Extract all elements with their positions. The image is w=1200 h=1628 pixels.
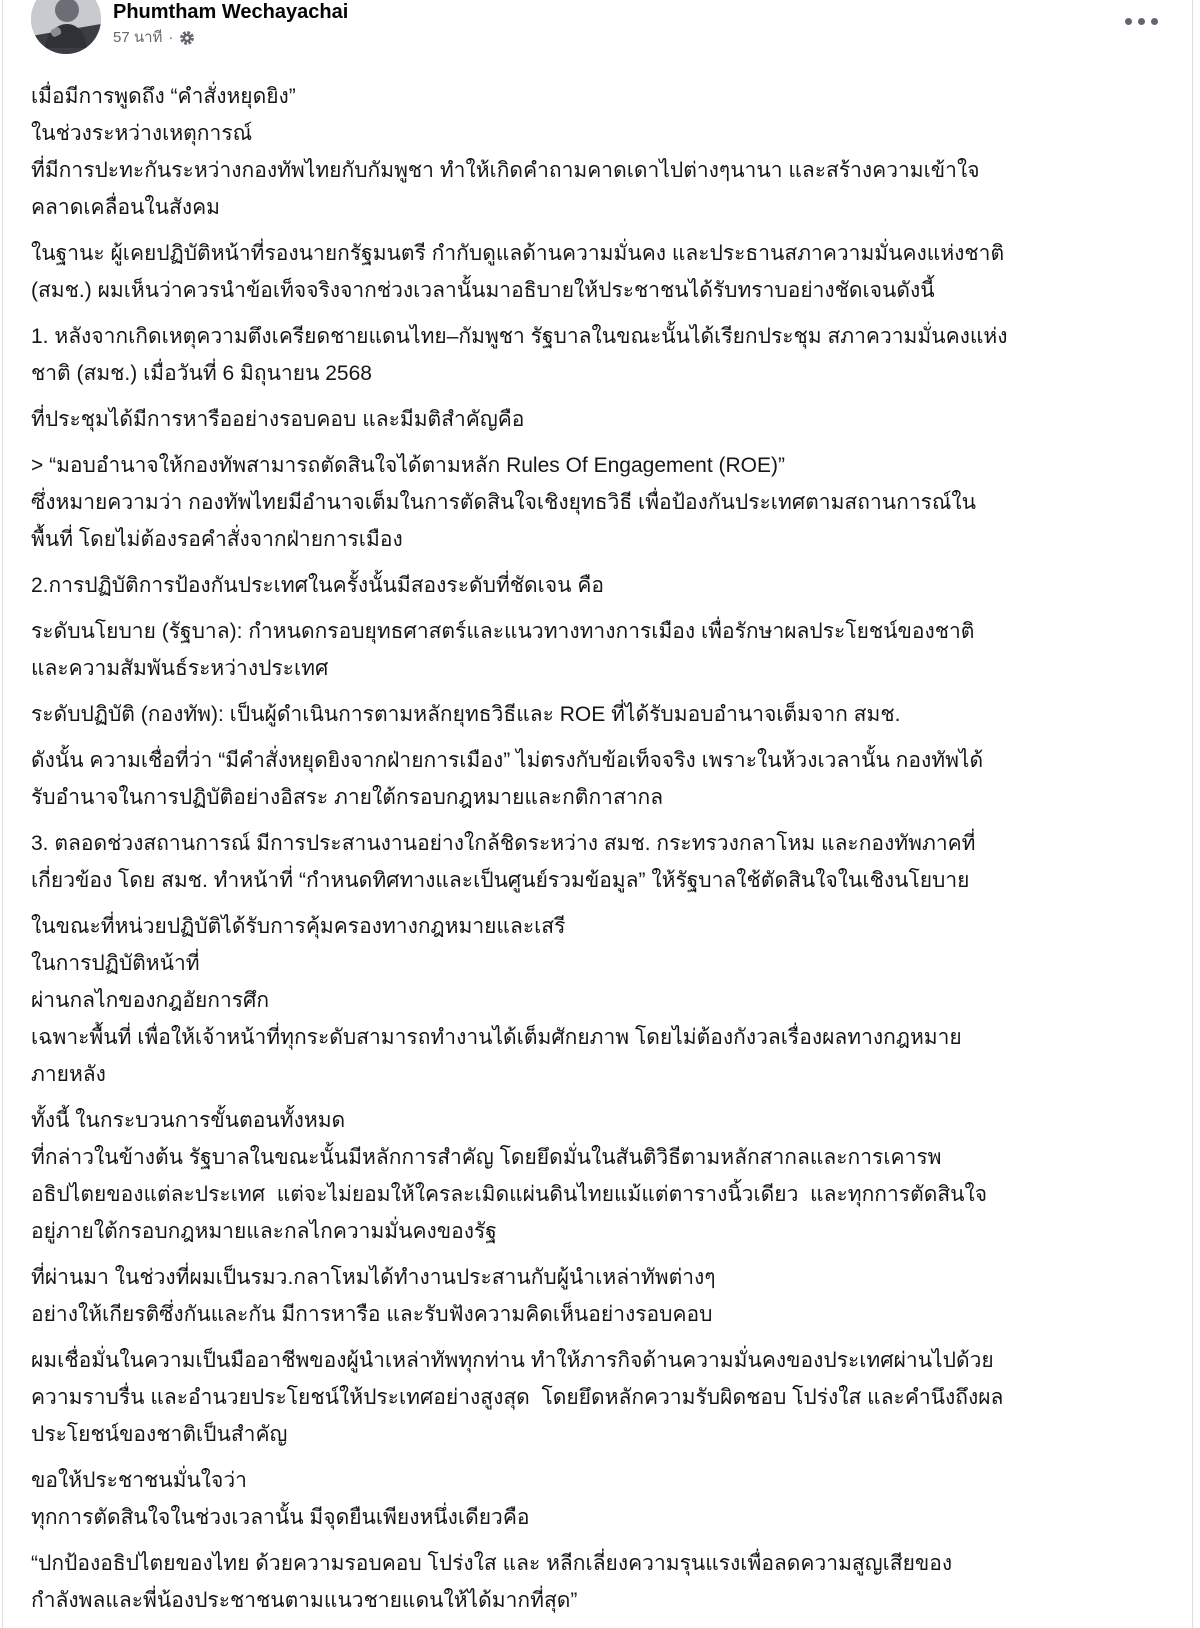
post-text-line: ภายหลัง [31, 1063, 106, 1086]
post-paragraph [31, 825, 1164, 899]
post-text-line: อย่างให้เกียรติซึ่งกันและกัน มีการหารือ และรับฟังความคิดเห็นอย่างรอบคอบ [31, 1303, 713, 1326]
post-text-line: กำลังพลและพี่น้องประชาชนตามแนวชายแดนให้ได้มากที่สุด” [31, 1589, 578, 1612]
post-text-line: 2.การปฏิบัติการป้องกันประเทศในครั้งนั้นมีสองระดับที่ชัดเจน คือ [31, 574, 605, 597]
post-paragraph [31, 1545, 1164, 1619]
post-text-line: ผ่านกลไกของกฎอัยการศึก [31, 989, 270, 1012]
post-text-line: รับอำนาจในการปฏิบัติอย่างอิสระ ภายใต้กรอบกฎหมายและกติกาสากล [31, 786, 664, 809]
post-paragraph [31, 1462, 1164, 1536]
post-text-line: “ปกป้องอธิปไตยของไทย ด้วยความรอบคอบ โปร่งใส และ หลีกเลี่ยงความรุนแรงเพื่อลดความสูญเสียของ [31, 1552, 953, 1575]
post-text-line: ในช่วงระหว่างเหตุการณ์ [31, 122, 253, 145]
post-text-line: และความสัมพันธ์ระหว่างประเทศ [31, 657, 329, 680]
post-text-line: พื้นที่ โดยไม่ต้องรอคำสั่งจากฝ่ายการเมือง [31, 528, 403, 551]
post-text-line: ดังนั้น ความเชื่อที่ว่า “มีคำสั่งหยุดยิงจากฝ่ายการเมือง” ไม่ตรงกับข้อเท็จจริง เพราะในห้วงเวลานั้น กองทัพได้ [31, 749, 984, 772]
post-meta [113, 29, 348, 47]
post-header [31, 0, 1164, 58]
post-paragraph [31, 235, 1164, 309]
post-text-line: ที่ประชุมได้มีการหารืออย่างรอบคอบ และมีมติสำคัญคือ [31, 408, 525, 431]
post-menu-button[interactable] [1121, 14, 1162, 29]
meta-separator: · [168, 29, 174, 46]
post-paragraph [31, 318, 1164, 392]
post-paragraph [31, 1342, 1164, 1453]
post-paragraph [31, 742, 1164, 816]
post-text-line: ขอให้ประชาชนมั่นใจว่า [31, 1469, 247, 1492]
post-text-line: ที่กล่าวในข้างต้น รัฐบาลในขณะนั้นมีหลักการสำคัญ โดยยึดมั่นในสันติวิธีตามหลักสากลและการเคารพ [31, 1146, 942, 1169]
post-text-line: (สมช.) ผมเห็นว่าควรนำข้อเท็จจริงจากช่วงเวลานั้นมาอธิบายให้ประชาชนได้รับทราบอย่างชัดเจนดังนี้ [31, 279, 935, 302]
post-text-line: ในขณะที่หน่วยปฏิบัติได้รับการคุ้มครองทางกฎหมายและเสรี [31, 915, 566, 938]
post-paragraph [31, 696, 1164, 733]
profile-photo [31, 0, 101, 54]
avatar[interactable] [31, 0, 101, 54]
author-name[interactable]: Phumtham Wechayachai [113, 1, 349, 23]
post-paragraph [31, 613, 1164, 687]
post-text-line: ซึ่งหมายความว่า กองทัพไทยมีอำนาจเต็มในการตัดสินใจเชิงยุทธวิธี เพื่อป้องกันประเทศตามสถานการณ์ใน [31, 491, 976, 514]
post-text-line: ในการปฏิบัติหน้าที่ [31, 952, 200, 975]
post-content [31, 58, 1164, 1619]
post-text-line: ผมเชื่อมั่นในความเป็นมืออาชีพของผู้นำเหล่าทัพทุกท่าน ทำให้ภารกิจด้านความมั่นคงของประเทศผ่านไปด้วย [31, 1349, 994, 1372]
post-header-text [113, 0, 348, 47]
post-paragraph [31, 401, 1164, 438]
post-paragraph [31, 447, 1164, 558]
gear-icon [179, 30, 195, 46]
post-text-line: เฉพาะพื้นที่ เพื่อให้เจ้าหน้าที่ทุกระดับสามารถทำงานได้เต็มศักยภาพ โดยไม่ต้องกังวลเรื่องผลทางกฎหมาย [31, 1026, 962, 1049]
post-text-line: ชาติ (สมช.) เมื่อวันที่ 6 มิถุนายน 2568 [31, 362, 372, 385]
post-text-line: 1. หลังจากเกิดเหตุความตึงเครียดชายแดนไทย–กัมพูชา รัฐบาลในขณะนั้นได้เรียกประชุม สภาความมั่นคงแห่ง [31, 325, 1008, 348]
post-text-line: เมื่อมีการพูดถึง “คำสั่งหยุดยิง” [31, 85, 296, 108]
post-text-line: คลาดเคลื่อนในสังคม [31, 196, 220, 219]
post-text-line: ทุกการตัดสินใจในช่วงเวลานั้น มีจุดยืนเพียงหนึ่งเดียวคือ [31, 1506, 530, 1529]
ellipsis-icon [1125, 18, 1132, 25]
post-text-line: อยู่ภายใต้กรอบกฎหมายและกลไกความมั่นคงของรัฐ [31, 1220, 497, 1243]
post-text-line: ในฐานะ ผู้เคยปฏิบัติหน้าที่รองนายกรัฐมนตรี กำกับดูแลด้านความมั่นคง และประธานสภาความมั่นคงแห่งชาติ [31, 242, 1005, 265]
post-text-line: 3. ตลอดช่วงสถานการณ์ มีการประสานงานอย่างใกล้ชิดระหว่าง สมช. กระทรวงกลาโหม และกองทัพภาคที่ [31, 832, 976, 855]
facebook-post [2, 0, 1193, 1628]
post-paragraph [31, 1102, 1164, 1250]
ellipsis-icon [1151, 18, 1158, 25]
post-paragraph [31, 567, 1164, 604]
post-text-line: อธิปไตยของแต่ละประเทศ แต่จะไม่ยอมให้ใครละเมิดแผ่นดินไทยแม้แต่ตารางนิ้วเดียว และทุกการตัดสินใจ [31, 1183, 988, 1206]
post-paragraph [31, 78, 1164, 226]
timestamp[interactable]: 57 นาที [113, 29, 163, 46]
post-text-line: ที่มีการปะทะกันระหว่างกองทัพไทยกับกัมพูชา ทำให้เกิดคำถามคาดเดาไปต่างๆนานา และสร้างความเข้าใจ [31, 159, 980, 182]
post-text-line: เกี่ยวข้อง โดย สมช. ทำหน้าที่ “กำหนดทิศทางและเป็นศูนย์รวมข้อมูล” ให้รัฐบาลใช้ตัดสินใจในเชิงนโยบาย [31, 869, 970, 892]
post-text-line: ทั้งนี้ ในกระบวนการขั้นตอนทั้งหมด [31, 1109, 346, 1132]
post-text-line: ที่ผ่านมา ในช่วงที่ผมเป็นรมว.กลาโหมได้ทำงานประสานกับผู้นำเหล่าทัพต่างๆ [31, 1266, 716, 1289]
post-text-line: ความราบรื่น และอำนวยประโยชน์ให้ประเทศอย่างสูงสุด โดยยึดหลักความรับผิดชอบ โปร่งใส และคำนึงถึงผล [31, 1386, 1004, 1409]
post-text-line: ระดับปฏิบัติ (กองทัพ): เป็นผู้ดำเนินการตามหลักยุทธวิธีและ ROE ที่ได้รับมอบอำนาจเต็มจาก สมช. [31, 703, 901, 726]
post-paragraph [31, 1259, 1164, 1333]
post-text-line: ประโยชน์ของชาติเป็นสำคัญ [31, 1423, 288, 1446]
post-text-line: ระดับนโยบาย (รัฐบาล): กำหนดกรอบยุทธศาสตร์และแนวทางทางการเมือง เพื่อรักษาผลประโยชน์ของชาติ [31, 620, 975, 643]
ellipsis-icon [1138, 18, 1145, 25]
post-text-line: > “มอบอำนาจให้กองทัพสามารถตัดสินใจได้ตามหลัก Rules Of Engagement (ROE)” [31, 454, 786, 477]
post-paragraph [31, 908, 1164, 1093]
